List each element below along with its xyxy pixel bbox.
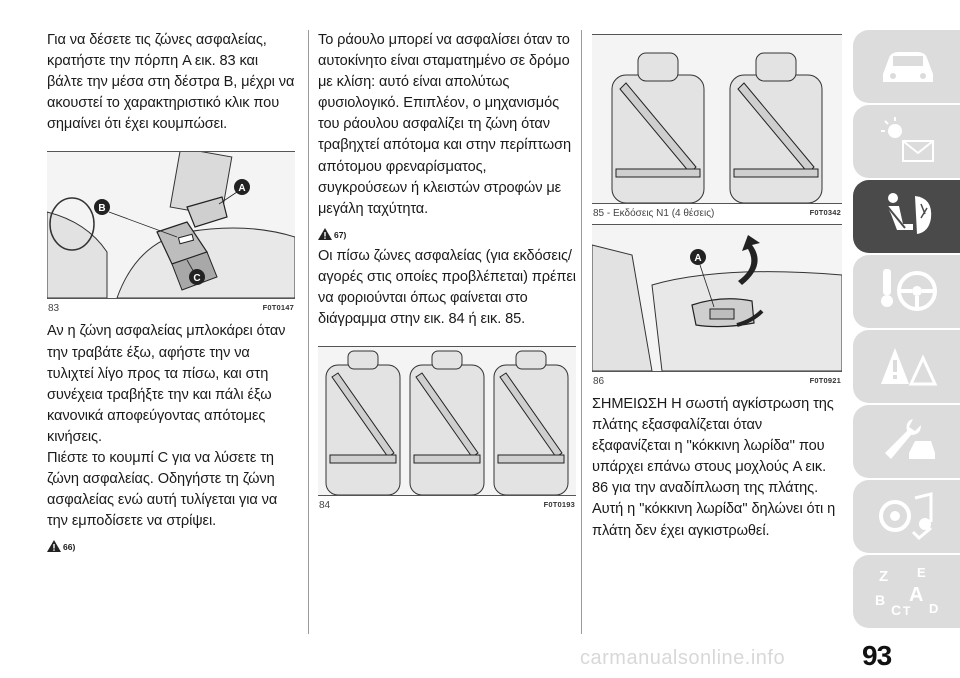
warning-lights-icon xyxy=(873,113,943,169)
rear-seats-illustration xyxy=(318,347,576,495)
column-1 xyxy=(47,30,295,558)
alphabetical-index-icon xyxy=(873,563,943,619)
figure-code: F0T0342 xyxy=(809,208,841,217)
figure-code: F0T0921 xyxy=(809,376,841,385)
tab-safety[interactable] xyxy=(853,180,960,253)
watermark: carmanualsonline.info xyxy=(580,647,786,669)
column-2 xyxy=(318,30,576,512)
warning-reference: 66) xyxy=(47,540,295,552)
text-belt-blocked: Αν η ζώνη ασφαλείας μπλοκάρει όταν την τραβάτε έξω, αφήστε την να τυλιχτεί λίγο προς τα πίσω, και στη συνέχεια τραβήξτε την και πάλι έξω κανονικά αποφεύγοντας απότομες κινήσεις. xyxy=(47,323,286,445)
tab-index[interactable] xyxy=(853,555,960,628)
tab-multimedia[interactable] xyxy=(853,480,960,553)
figure-83 xyxy=(47,151,295,315)
figure-85 xyxy=(592,34,842,219)
figure-caption: 85 - Εκδόσεις N1 (4 θέσεις) xyxy=(593,208,715,219)
column-divider-2 xyxy=(581,30,582,634)
tab-emergency[interactable] xyxy=(853,330,960,403)
svg-text:D: D xyxy=(929,601,939,616)
tab-starting-driving[interactable] xyxy=(853,255,960,328)
text-rear-belts: Οι πίσω ζώνες ασφαλείας (για εκδόσεις/αγορές στις οποίες προβλέπεται) πρέπει να φοριούνται όπως φαίνεται στο διάγραμμα στην εικ. 84 ή εικ. 85. xyxy=(318,247,576,328)
text-retractor: Το ράουλο μπορεί να ασφαλίσει όταν το αυτοκίνητο είναι σταματημένο σε δρόμο με κλίση: αυτό είναι απολύτως φυσιολογικό. Επιπλέον, ο μηχανισμός του ράουλου ασφαλίζει τη ζώνη όταν τραβηχτεί απότομα και στην περίπτωση απότομου φρεναρίσματος, συγκρούσεων ή κλειστών στροφών με μεγάλη ταχύτητα. xyxy=(318,32,571,217)
svg-text:Z: Z xyxy=(879,568,889,585)
tab-maintenance[interactable] xyxy=(853,405,960,478)
steering-wheel-icon xyxy=(873,263,943,319)
chapter-sidebar xyxy=(853,30,960,618)
figure-number: 86 xyxy=(593,376,605,387)
figure-84 xyxy=(318,346,576,512)
multimedia-icon xyxy=(873,488,943,544)
tab-dashboard-lights[interactable] xyxy=(853,105,960,178)
warning-triangle-icon xyxy=(47,540,61,552)
seatback-lever-illustration xyxy=(592,225,842,371)
figure-number: 84 xyxy=(319,500,331,512)
svg-text:E: E xyxy=(917,565,926,580)
svg-text:T: T xyxy=(903,604,911,618)
column-divider-1 xyxy=(308,30,309,634)
seatbelt-buckle-illustration xyxy=(47,152,295,298)
warning-reference: 67) xyxy=(318,228,576,240)
road-warning-icon xyxy=(873,338,943,394)
svg-text:C: C xyxy=(193,273,201,285)
svg-text:A: A xyxy=(694,253,702,264)
svg-text:C: C xyxy=(891,602,902,618)
svg-text:A: A xyxy=(909,584,924,606)
figure-86 xyxy=(592,224,842,387)
wrench-car-icon xyxy=(873,413,943,469)
seat-airbag-icon xyxy=(873,188,943,244)
warning-triangle-icon xyxy=(318,228,332,240)
text-note-red-band: ΣΗΜΕΙΩΣΗ Η σωστή αγκίστρωση της πλάτης εξασφαλίζεται όταν εξαφανίζεται η ''κόκκινη λωρίδα'' που υπάρχει επάνω στους μοχλούς A εικ. 86 για την αναδίπλωση της πλάτης. Αυτή η ''κόκκινη λωρίδα'' δηλώνει ότι η πλάτη δεν έχει αγκιστρωθεί. xyxy=(592,396,836,539)
tab-getting-to-know-car[interactable] xyxy=(853,30,960,103)
car-icon xyxy=(873,38,943,94)
text-release-belt: Πιέστε το κουμπί C για να λύσετε τη ζώνη ασφαλείας. Οδηγήστε τη ζώνη ασφαλείας ενώ αυτή τυλίγεται για να την εμποδίσετε να στρίψει. xyxy=(47,450,278,530)
svg-text:B: B xyxy=(98,203,106,215)
rear-seats-n1-illustration xyxy=(592,35,842,203)
svg-text:B: B xyxy=(875,592,886,608)
text-fasten-belt: Για να δέσετε τις ζώνες ασφαλείας, κρατήστε την πόρπη A εικ. 83 και βάλτε την μέσα στη δέστρα B, μέχρι να ακουστεί το χαρακτηριστικό κλικ που σημαίνει ότι έχει κουμπώσει. xyxy=(47,32,295,133)
figure-code: F0T0193 xyxy=(543,500,575,510)
figure-number: 83 xyxy=(48,303,60,315)
svg-text:A: A xyxy=(238,183,246,195)
figure-code: F0T0147 xyxy=(262,303,294,313)
page-number: 93 xyxy=(862,640,892,671)
column-3 xyxy=(592,30,842,542)
